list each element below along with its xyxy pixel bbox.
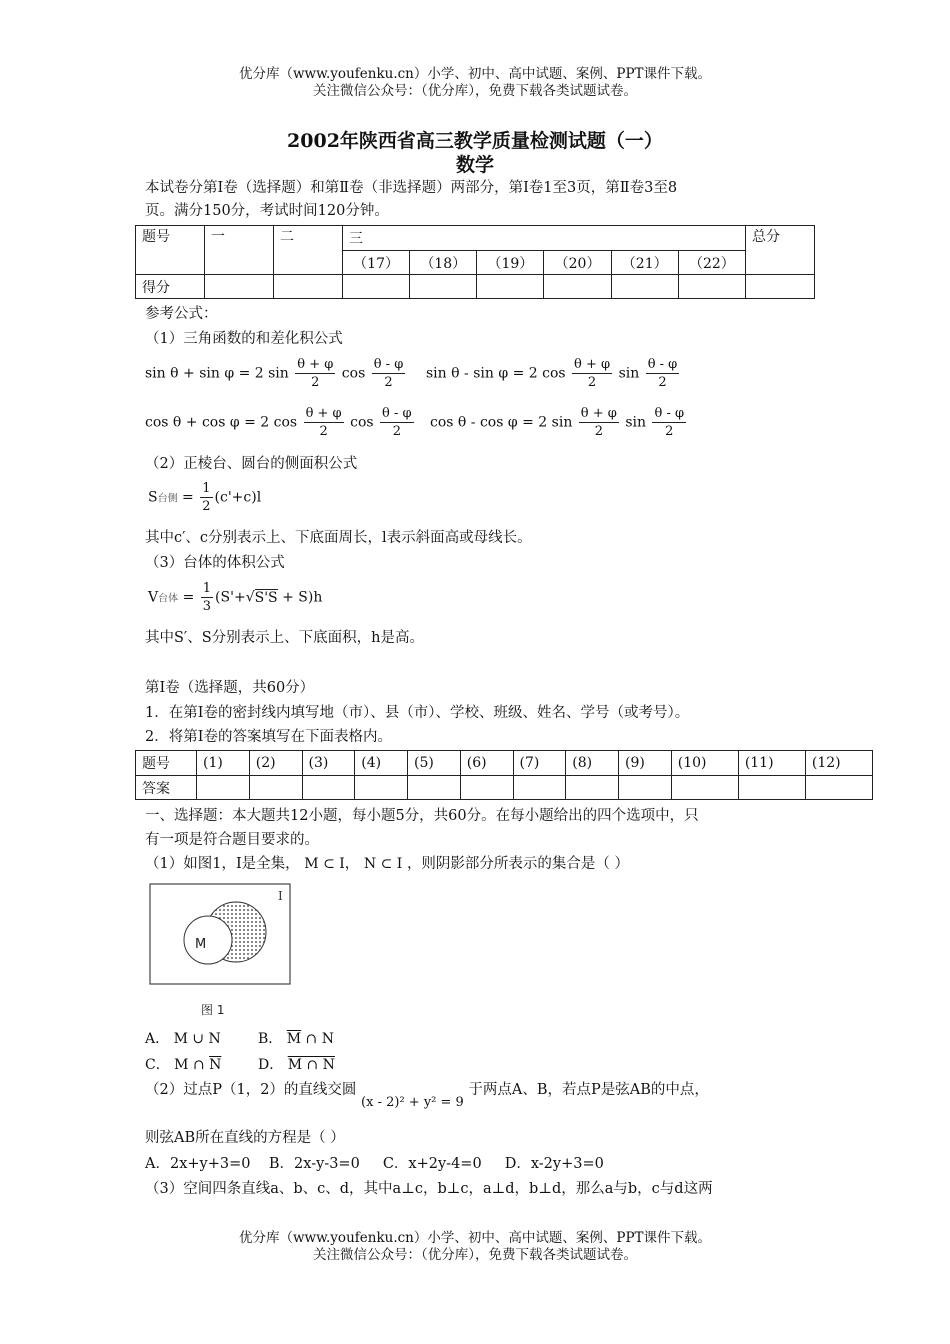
score-cell[interactable] [544, 275, 611, 299]
header-line-2: 关注微信公众号：（优分库），免费下载各类试题试卷。 [313, 83, 637, 99]
score-table-label-score: 得分 [136, 275, 205, 299]
answer-cell[interactable] [619, 776, 672, 800]
formula-2-note: 其中c′、c分别表示上、下底面周长，l表示斜面高或母线长。 [145, 530, 532, 546]
score-table-q20: （20） [544, 251, 611, 275]
score-table-q21: （21） [611, 251, 678, 275]
figure-caption: 图 1 [201, 1003, 225, 1017]
answer-table-number: (12) [805, 751, 872, 776]
formula-diff-sin: sin θ - sin φ = 2 cos $\frac{\theta + \varphi}{2}$ sin $\frac{\theta - \varphi}{2}$ [426, 357, 678, 390]
part1-heading: 第Ⅰ卷（选择题，共60分） [145, 680, 315, 696]
question-2-stem: （2）过点P（1，2）的直线交圆 (x - 2)² + y² = 9 于两点A、B，若点P是弦AB的中点， [145, 1082, 709, 1110]
score-cell[interactable] [274, 275, 343, 299]
intro-line-2: 页。满分150分，考试时间120分钟。 [145, 203, 389, 219]
score-table-total: 总分 [746, 226, 815, 275]
q1-option-c[interactable]: C． M ∩ $\overline{N}$ [145, 1057, 222, 1073]
answer-cell[interactable] [408, 776, 461, 800]
intro-line-1: 本试卷分第Ⅰ卷（选择题）和第Ⅱ卷（非选择题）两部分，第Ⅰ卷1至3页，第Ⅱ卷3至8 [145, 180, 678, 196]
answer-table-number: (5) [408, 751, 461, 776]
score-table-q17: （17） [343, 251, 410, 275]
score-table-q18: （18） [410, 251, 477, 275]
question-3-stem: （3）空间四条直线a、b、c、d，其中a⊥c，b⊥c，a⊥d，b⊥d，那么a与b，c与d这两 [145, 1181, 713, 1197]
score-table-part-1: 一 [205, 226, 274, 275]
answer-table-number: (11) [738, 751, 805, 776]
header-line-1: 优分库（www.youfenku.cn）小学、初中、高中试题、案例、PPT课件下载。 [238, 66, 712, 82]
answer-cell[interactable] [197, 776, 250, 800]
part1-note-2: 2．将第Ⅰ卷的答案填写在下面表格内。 [145, 729, 392, 745]
section1-intro-2: 有一项是符合题目要求的。 [145, 832, 319, 848]
exam-title: 2002年陕西省高三教学质量检测试题（一） [287, 130, 663, 152]
footer-line-2: 关注微信公众号：（优分库），免费下载各类试题试卷。 [313, 1247, 637, 1263]
score-table [135, 225, 815, 299]
formulas-heading: 参考公式： [145, 306, 218, 322]
formula-3-title: （3）台体的体积公式 [145, 555, 285, 571]
score-cell[interactable] [410, 275, 477, 299]
page-footer [0, 1230, 950, 1264]
answer-table-number: (4) [355, 751, 408, 776]
question-2-stem-cont: 则弦AB所在直线的方程是（ ） [145, 1130, 345, 1146]
answer-cell[interactable] [738, 776, 805, 800]
score-cell[interactable] [678, 275, 745, 299]
score-cell[interactable] [746, 275, 815, 299]
part1-note-1: 1．在第Ⅰ卷的密封线内填写地（市）、县（市）、学校、班级、姓名、学号（或考号）。 [145, 705, 690, 721]
section1-intro-1: 一、选择题：本大题共12小题，每小题5分，共60分。在每小题给出的四个选项中，只 [145, 808, 699, 824]
formula-volume: V台体 = $\frac{1}{3}$ (S'+√S'S + S)h [148, 581, 323, 614]
formula-lateral-area: S台侧 = $\frac{1}{2}$ (c'+c)l [148, 481, 262, 514]
answer-cell[interactable] [513, 776, 566, 800]
score-table-part-3: 三 [343, 226, 746, 251]
score-cell[interactable] [343, 275, 410, 299]
q1-option-a[interactable]: A． M ∪ N [145, 1031, 221, 1047]
formula-1-title: （1）三角函数的和差化积公式 [145, 331, 343, 347]
score-cell[interactable] [611, 275, 678, 299]
formula-sum-cos: cos θ + cos φ = 2 cos $\frac{\theta + \varphi}{2}$ cos $\frac{\theta - \varphi}{2}$ [145, 406, 412, 439]
formula-2-title: （2）正棱台、圆台的侧面积公式 [145, 456, 358, 472]
answer-table-number: (1) [197, 751, 250, 776]
set-m-label: M [195, 937, 207, 952]
exam-subject: 数学 [455, 154, 494, 176]
answer-table [135, 750, 873, 800]
answer-cell[interactable] [671, 776, 738, 800]
set-m-circle [184, 916, 232, 964]
question-2-options: A．2x+y+3=0 B．2x-y-3=0 C．x+2y-4=0 D．x-2y+3=0 [145, 1156, 604, 1172]
answer-cell[interactable] [460, 776, 513, 800]
venn-figure [146, 880, 296, 1020]
answer-table-label-question: 题号 [136, 751, 197, 776]
answer-table-number: (9) [619, 751, 672, 776]
question-1-stem: （1）如图1，I是全集， M ⊂ I， N ⊂ I ，则阴影部分所表示的集合是（ ） [145, 856, 630, 872]
score-cell[interactable] [477, 275, 544, 299]
answer-table-number: (10) [671, 751, 738, 776]
answer-cell[interactable] [805, 776, 872, 800]
q1-option-b[interactable]: B． $\overline{M}$ ∩ N [258, 1031, 334, 1047]
answer-cell[interactable] [355, 776, 408, 800]
answer-table-number: (8) [566, 751, 619, 776]
answer-cell[interactable] [302, 776, 355, 800]
score-cell[interactable] [205, 275, 274, 299]
answer-table-label-answer: 答案 [136, 776, 197, 800]
answer-cell[interactable] [249, 776, 302, 800]
answer-table-number: (2) [249, 751, 302, 776]
answer-table-number: (7) [513, 751, 566, 776]
circle-equation: (x - 2)² + y² = 9 [361, 1095, 464, 1110]
answer-table-number: (3) [302, 751, 355, 776]
score-table-label-question: 题号 [136, 226, 205, 275]
q1-option-d[interactable]: D． M ∩ N [258, 1057, 335, 1073]
universal-set-label: I [278, 889, 283, 903]
score-table-q22: （22） [678, 251, 745, 275]
score-table-part-2: 二 [274, 226, 343, 275]
answer-cell[interactable] [566, 776, 619, 800]
page-header [0, 66, 950, 100]
score-table-q19: （19） [477, 251, 544, 275]
answer-table-number: (6) [460, 751, 513, 776]
formula-sum-sin: sin θ + sin φ = 2 sin $\frac{\theta + \varphi}{2}$ cos $\frac{\theta - \varphi}{2}$ [145, 357, 404, 390]
formula-diff-cos: cos θ - cos φ = 2 sin $\frac{\theta + \varphi}{2}$ sin $\frac{\theta - \varphi}{2}$ [430, 406, 685, 439]
formula-3-note: 其中S′、S分别表示上、下底面积，h是高。 [145, 630, 424, 646]
footer-line-1: 优分库（www.youfenku.cn）小学、初中、高中试题、案例、PPT课件下载。 [238, 1230, 712, 1246]
